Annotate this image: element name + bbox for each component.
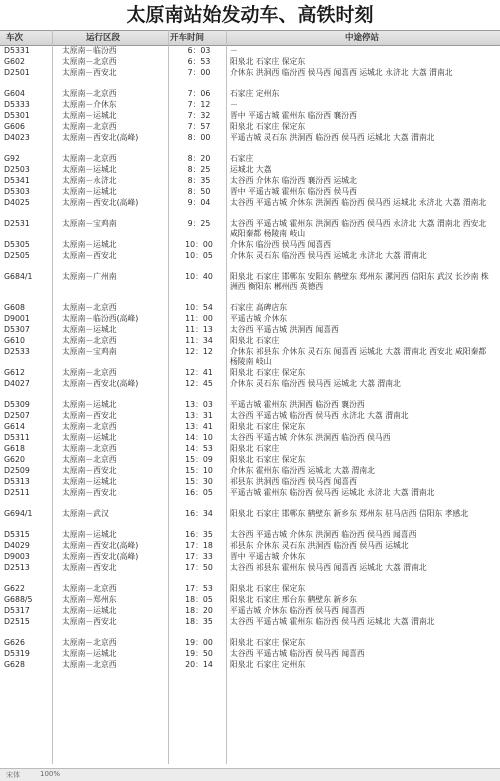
- train-number: D2533: [4, 347, 30, 356]
- stops: 平遥古城 介休东: [230, 314, 288, 323]
- stops: 阳泉北 石家庄 定州东: [230, 660, 306, 669]
- table-row: [0, 649, 500, 660]
- departure-time: 15：30: [185, 477, 213, 486]
- departure-time: 7：57: [187, 122, 211, 131]
- stops: 晋中 平遥古城 霍州东 临汾西 襄汾西: [230, 111, 357, 120]
- departure-time: 11：13: [185, 325, 213, 334]
- departure-time: 17：33: [185, 552, 213, 561]
- train-number: D2501: [4, 68, 30, 77]
- table-row: [0, 46, 500, 57]
- table-row: [0, 433, 500, 444]
- departure-time: 18：05: [185, 595, 213, 604]
- train-number: D5319: [4, 649, 30, 658]
- stops: 平遥古城 灵石东 洪洞西 临汾西 侯马西 运城北 大荔 渭南北: [230, 133, 435, 142]
- departure-time: 13：03: [185, 400, 213, 409]
- section: 太原南－运城北: [62, 433, 117, 442]
- stops: 介休东 灵石东 临汾西 侯马西 运城北 永济北 大荔 渭南北: [230, 251, 427, 260]
- section: 太原南－北京西: [62, 444, 117, 453]
- stops: 晋中 平遥古城 霍州东 临汾西 侯马西: [230, 187, 357, 196]
- departure-time: 10：40: [185, 272, 213, 281]
- train-number: G622: [4, 584, 25, 593]
- table-row: [0, 251, 500, 272]
- table-row: [0, 272, 500, 303]
- table-row: [0, 444, 500, 455]
- train-number: D5309: [4, 400, 30, 409]
- train-number: D4025: [4, 198, 30, 207]
- status-font: 宋体: [6, 771, 20, 779]
- stops: 阳泉北 石家庄 邢台东 鹤壁东 新乡东: [230, 595, 357, 604]
- table-row: [0, 133, 500, 154]
- stops: 太谷西 平遥古城 霍州东 洪洞西 临汾西 侯马西 永济北 大荔 渭南北 西安北 咸阳秦都 杨陵南 岐山: [230, 219, 487, 238]
- departure-time: 18：35: [185, 617, 213, 626]
- train-number: G606: [4, 122, 25, 131]
- section: 太原南－西安北: [62, 411, 117, 420]
- train-number: G92: [4, 154, 20, 163]
- departure-time: 7：00: [187, 68, 211, 77]
- section: 太原南－北京西: [62, 422, 117, 431]
- train-number: D2515: [4, 617, 30, 626]
- stops: 太谷西 平遥古城 霍州东 临汾西 侯马西 运城北 大荔 渭南北: [230, 617, 435, 626]
- header-stops: 中途停站: [345, 33, 380, 43]
- status-zoom: 100%: [40, 770, 61, 778]
- stops: 介休东 灵石东 临汾西 侯马西 运城北 大荔 渭南北: [230, 379, 401, 388]
- stops: －: [230, 46, 238, 55]
- departure-time: 17：53: [185, 584, 213, 593]
- departure-time: 8：35: [187, 176, 211, 185]
- table-row: [0, 638, 500, 649]
- table-row: [0, 595, 500, 606]
- table-row: [0, 89, 500, 100]
- stops: 介休东 洪洞西 临汾西 侯马西 闻喜西 运城北 永济北 大荔 渭南北: [230, 68, 453, 77]
- table-row: [0, 477, 500, 488]
- section: 太原南－永济北: [62, 176, 117, 185]
- section: 太原南－运城北: [62, 240, 117, 249]
- section: 太原南－临汾西(高峰): [62, 314, 139, 323]
- section: 太原南－西安北: [62, 563, 117, 572]
- table-row: [0, 606, 500, 617]
- train-number: D4029: [4, 541, 30, 550]
- stops: 平遥古城 霍州东 临汾西 侯马西 运城北 永济北 大荔 渭南北: [230, 488, 435, 497]
- stops: 太谷西 平遥古城 介休东 洪洞西 临汾西 侯马西 运城北 永济北 大荔 渭南北: [230, 198, 487, 207]
- section: 太原南－北京西: [62, 336, 117, 345]
- train-number: G628: [4, 660, 25, 669]
- departure-time: 18：20: [185, 606, 213, 615]
- header-train: 车次: [6, 33, 24, 43]
- table-row: [0, 563, 500, 584]
- train-number: G618: [4, 444, 25, 453]
- table-row: [0, 165, 500, 176]
- section: 太原南－北京西: [62, 303, 117, 312]
- section: 太原南－运城北: [62, 400, 117, 409]
- departure-time: 13：31: [185, 411, 213, 420]
- train-number: G626: [4, 638, 25, 647]
- train-number: D4023: [4, 133, 30, 142]
- stops: 石家庄 定州东: [230, 89, 280, 98]
- departure-time: 7：06: [187, 89, 211, 98]
- departure-time: 10：00: [185, 240, 213, 249]
- train-number: D5307: [4, 325, 30, 334]
- departure-time: 19：00: [185, 638, 213, 647]
- train-number: G610: [4, 336, 25, 345]
- stops: 阳泉北 石家庄 保定东: [230, 455, 306, 464]
- stops: 运城北 大荔: [230, 165, 272, 174]
- train-number: G604: [4, 89, 25, 98]
- table-row: [0, 660, 500, 671]
- departure-time: 9：25: [187, 219, 211, 228]
- header-time: 开车时间: [170, 33, 205, 43]
- table-row: [0, 57, 500, 68]
- section: 太原南－北京西: [62, 584, 117, 593]
- train-number: D5315: [4, 530, 30, 539]
- table-row: [0, 455, 500, 466]
- train-number: D2507: [4, 411, 30, 420]
- table-row: [0, 100, 500, 111]
- departure-time: 16：34: [185, 509, 213, 518]
- departure-time: 8：00: [187, 133, 211, 142]
- stops: 太谷西 平遥古城 介休东 洪洞西 临汾西 侯马西: [230, 433, 391, 442]
- departure-time: 16：35: [185, 530, 213, 539]
- departure-time: 17：50: [185, 563, 213, 572]
- departure-time: 14：10: [185, 433, 213, 442]
- section: 太原南－运城北: [62, 187, 117, 196]
- train-number: D2511: [4, 488, 30, 497]
- train-number: G684/1: [4, 272, 33, 281]
- header-section: 运行区段: [86, 33, 121, 43]
- section: 太原南－西安北(高峰): [62, 198, 139, 207]
- section: 太原南－西安北: [62, 617, 117, 626]
- stops: 介休东 霍州东 临汾西 运城北 大荔 渭南北: [230, 466, 375, 475]
- train-number: D2509: [4, 466, 30, 475]
- stops: 阳泉北 石家庄: [230, 336, 280, 345]
- table-row: [0, 541, 500, 552]
- section: 太原南－西安北(高峰): [62, 133, 139, 142]
- page-title: 太原南站始发动车、高铁时刻: [126, 4, 374, 26]
- train-number: G614: [4, 422, 25, 431]
- section: 太原南－北京西: [62, 455, 117, 464]
- train-number: D5331: [4, 46, 30, 55]
- section: 太原南－宝鸡南: [62, 219, 117, 228]
- stops: 介休东 祁县东 介休东 灵石东 闻喜西 运城北 大荔 渭南北 西安北 咸阳秦都 杨陵南 岐山: [230, 347, 487, 366]
- section: 太原南－广州南: [62, 272, 117, 281]
- stops: 祁县东 洪洞西 临汾西 侯马西 闻喜西: [230, 477, 357, 486]
- table-row: [0, 584, 500, 595]
- section: 太原南－西安北: [62, 488, 117, 497]
- stops: 祁县东 介休东 灵石东 洪洞西 临汾西 侯马西 运城北: [230, 541, 409, 550]
- section: 太原南－运城北: [62, 477, 117, 486]
- table-row: [0, 617, 500, 638]
- train-number: G612: [4, 368, 25, 377]
- train-number: D2531: [4, 219, 30, 228]
- departure-time: 16：05: [185, 488, 213, 497]
- section: 太原南－郑州东: [62, 595, 117, 604]
- stops: 阳泉北 石家庄 保定东: [230, 422, 306, 431]
- stops: 阳泉北 石家庄 邯郸东 安阳东 鹤壁东 郑州东 漯河西 信阳东 武汉 长沙南 株洲西 衡阳东 郴州西 英德西: [230, 272, 489, 291]
- table-row: [0, 325, 500, 336]
- table-row: [0, 154, 500, 165]
- departure-time: 14：53: [185, 444, 213, 453]
- table-row: [0, 422, 500, 433]
- table-row: [0, 111, 500, 122]
- stops: 阳泉北 石家庄 保定东: [230, 368, 306, 377]
- stops: 阳泉北 石家庄 保定东: [230, 57, 306, 66]
- table-row: [0, 240, 500, 251]
- section: 太原南－北京西: [62, 57, 117, 66]
- train-number: G688/5: [4, 595, 33, 604]
- stops: 平遥古城 介休东 临汾西 侯马西 闻喜西: [230, 606, 365, 615]
- table-row: [0, 400, 500, 411]
- section: 太原南－武汉: [62, 509, 109, 518]
- departure-time: 12：41: [185, 368, 213, 377]
- stops: 介休东 临汾西 侯马西 闻喜西: [230, 240, 331, 249]
- departure-time: 7：32: [187, 111, 211, 120]
- section: 太原南－运城北: [62, 111, 117, 120]
- departure-time: 6：53: [187, 57, 211, 66]
- section: 太原南－北京西: [62, 638, 117, 647]
- stops: 太谷西 平遥古城 临汾西 侯马西 闻喜西: [230, 649, 365, 658]
- table-row: [0, 552, 500, 563]
- stops: 阳泉北 石家庄 保定东: [230, 638, 306, 647]
- train-number: D5341: [4, 176, 30, 185]
- section: 太原南－西安北: [62, 68, 117, 77]
- stops: 太谷西 平遥古城 洪洞西 闻喜西: [230, 325, 339, 334]
- stops: 太谷西 平遥古城 临汾西 侯马西 永济北 大荔 渭南北: [230, 411, 409, 420]
- section: 太原南－北京西: [62, 660, 117, 669]
- table-row: [0, 314, 500, 325]
- table-row: [0, 68, 500, 89]
- departure-time: 12：12: [185, 347, 213, 356]
- departure-time: 8：25: [187, 165, 211, 174]
- departure-time: 15：09: [185, 455, 213, 464]
- departure-time: 6：03: [187, 46, 211, 55]
- train-number: D5313: [4, 477, 30, 486]
- departure-time: 9：04: [187, 198, 211, 207]
- table-row: [0, 303, 500, 314]
- stops: 晋中 平遥古城 介休东: [230, 552, 306, 561]
- table-row: [0, 368, 500, 379]
- section: 太原南－西安北: [62, 251, 117, 260]
- stops: 平遥古城 霍州东 洪洞西 临汾西 襄汾西: [230, 400, 365, 409]
- stops: 太谷西 平遥古城 介休东 洪洞西 临汾西 侯马西 闻喜西: [230, 530, 417, 539]
- train-number: G608: [4, 303, 25, 312]
- stops: 阳泉北 石家庄 邯郸东 鹤壁东 新乡东 郑州东 驻马店西 信阳东 孝感北: [230, 509, 469, 518]
- train-number: D2513: [4, 563, 30, 572]
- stops: 阳泉北 石家庄 保定东: [230, 122, 306, 131]
- section: 太原南－宝鸡南: [62, 347, 117, 356]
- departure-time: 19：50: [185, 649, 213, 658]
- departure-time: 7：12: [187, 100, 211, 109]
- table-row: [0, 336, 500, 347]
- stops: 太谷西 介休东 临汾西 襄汾西 运城北: [230, 176, 357, 185]
- table-row: [0, 187, 500, 198]
- departure-time: 8：50: [187, 187, 211, 196]
- train-number: D5333: [4, 100, 30, 109]
- train-number: D4027: [4, 379, 30, 388]
- stops: 太谷西 祁县东 霍州东 侯马西 闻喜西 运城北 大荔 渭南北: [230, 563, 427, 572]
- train-number: D5305: [4, 240, 30, 249]
- table-header: [0, 30, 500, 46]
- train-number: D5301: [4, 111, 30, 120]
- stops: 阳泉北 石家庄: [230, 444, 280, 453]
- departure-time: 20：14: [185, 660, 213, 669]
- train-number: D5317: [4, 606, 30, 615]
- departure-time: 10：05: [185, 251, 213, 260]
- section: 太原南－西安北(高峰): [62, 541, 139, 550]
- section: 太原南－北京西: [62, 368, 117, 377]
- status-bar: [0, 768, 500, 781]
- timetable-body: [0, 46, 500, 671]
- train-number: D5311: [4, 433, 30, 442]
- table-row: [0, 176, 500, 187]
- departure-time: 10：54: [185, 303, 213, 312]
- table-row: [0, 122, 500, 133]
- departure-time: 13：41: [185, 422, 213, 431]
- train-number: G602: [4, 57, 25, 66]
- train-number: D5303: [4, 187, 30, 196]
- train-number: D9003: [4, 552, 30, 561]
- section: 太原南－北京西: [62, 154, 117, 163]
- stops: 石家庄 高碑店东: [230, 303, 288, 312]
- table-row: [0, 509, 500, 530]
- train-number: G694/1: [4, 509, 33, 518]
- table-row: [0, 198, 500, 219]
- section: 太原南－运城北: [62, 165, 117, 174]
- table-row: [0, 488, 500, 509]
- section: 太原南－北京西: [62, 89, 117, 98]
- table-row: [0, 219, 500, 240]
- section: 太原南－西安北: [62, 466, 117, 475]
- section: 太原南－介休东: [62, 100, 117, 109]
- table-row: [0, 379, 500, 400]
- section: 太原南－运城北: [62, 325, 117, 334]
- train-number: D9001: [4, 314, 30, 323]
- departure-time: 11：00: [185, 314, 213, 323]
- table-row: [0, 347, 500, 368]
- section: 太原南－运城北: [62, 649, 117, 658]
- table-row: [0, 466, 500, 477]
- departure-time: 11：34: [185, 336, 213, 345]
- departure-time: 15：10: [185, 466, 213, 475]
- stops: 石家庄: [230, 154, 254, 163]
- section: 太原南－临汾西: [62, 46, 117, 55]
- section: 太原南－西安北(高峰): [62, 552, 139, 561]
- section: 太原南－运城北: [62, 606, 117, 615]
- train-number: G620: [4, 455, 25, 464]
- departure-time: 17：18: [185, 541, 213, 550]
- section: 太原南－西安北(高峰): [62, 379, 139, 388]
- section: 太原南－北京西: [62, 122, 117, 131]
- departure-time: 8：20: [187, 154, 211, 163]
- train-number: D2503: [4, 165, 30, 174]
- stops: 阳泉北 石家庄 保定东: [230, 584, 306, 593]
- departure-time: 12：45: [185, 379, 213, 388]
- table-row: [0, 530, 500, 541]
- stops: －: [230, 100, 238, 109]
- train-number: D2505: [4, 251, 30, 260]
- table-row: [0, 411, 500, 422]
- section: 太原南－运城北: [62, 530, 117, 539]
